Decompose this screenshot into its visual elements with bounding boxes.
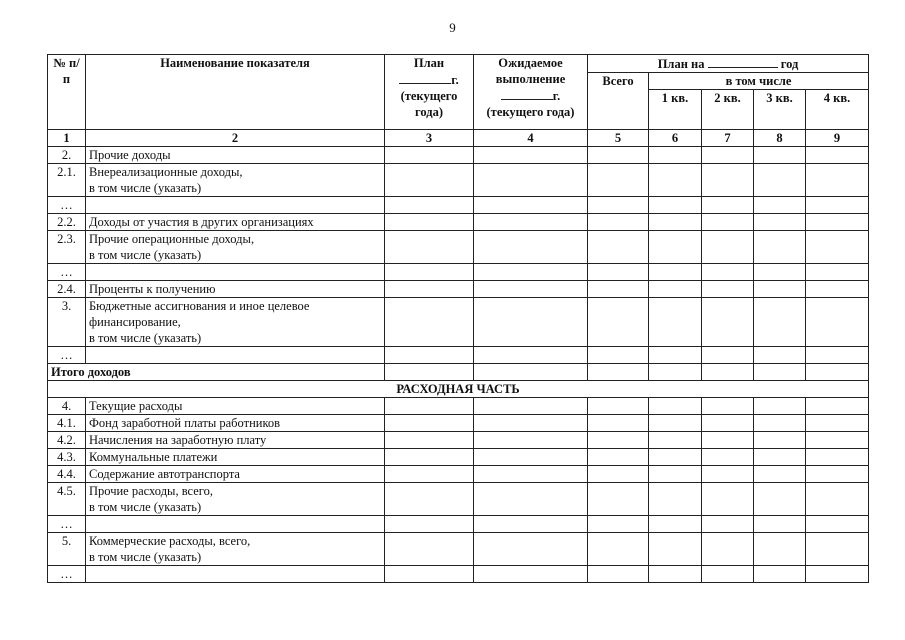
table-cell [702,281,754,298]
row-number: 2.4. [48,281,86,298]
row-number: … [48,516,86,533]
row-label-line: Прочие расходы, всего, [89,484,213,498]
table-cell [588,231,649,264]
row-label-line: Коммунальные платежи [89,450,218,464]
table-cell [588,197,649,214]
row-label-line: Коммерческие расходы, всего, [89,534,251,548]
table-cell [588,566,649,583]
column-number: 9 [806,130,869,147]
table-cell [588,449,649,466]
table-cell [474,533,588,566]
table-cell [474,566,588,583]
table-cell [588,147,649,164]
table-cell [649,214,702,231]
table-cell [385,164,474,197]
table-row [48,483,869,516]
table-cell [588,432,649,449]
page-number: 9 [449,20,456,35]
table-cell [754,298,806,347]
income-section [48,147,869,364]
row-label [86,432,385,449]
table-cell [649,281,702,298]
table-cell [806,264,869,281]
table-cell [649,398,702,415]
table-cell [385,398,474,415]
total-income-row [48,364,869,381]
row-label-line: Начисления на заработную плату [89,433,267,447]
row-label [86,415,385,432]
table-cell [754,466,806,483]
table-cell [806,164,869,197]
table-cell [806,364,869,381]
table-cell [649,231,702,264]
table-cell [806,516,869,533]
row-label-line: Проценты к получению [89,282,216,296]
table-cell [754,432,806,449]
expense-section [48,398,869,583]
header-expected: Ожидаемое выполнение г. (текущего года) [474,55,588,130]
table-row [48,347,869,364]
table-cell [474,164,588,197]
table-cell [385,214,474,231]
row-label [86,281,385,298]
table-cell [385,566,474,583]
table-cell [588,264,649,281]
table-cell [649,147,702,164]
table-cell [754,364,806,381]
table-row [48,449,869,466]
row-label-line: в том числе (указать) [89,500,202,514]
table-cell [474,281,588,298]
table-cell [702,364,754,381]
table-cell [702,347,754,364]
table-cell [588,214,649,231]
row-number: 4.4. [48,466,86,483]
row-label-line [89,516,381,532]
row-number: 5. [48,533,86,566]
table-cell [806,466,869,483]
table-row [48,197,869,214]
column-number: 3 [385,130,474,147]
table-cell [474,364,588,381]
table-cell [385,147,474,164]
header-name: Наименование показателя [86,55,385,130]
row-label-line: Содержание автотранспорта [89,467,240,481]
table-cell [588,398,649,415]
table-cell [474,298,588,347]
row-label [86,398,385,415]
table-cell [754,264,806,281]
table-row [48,264,869,281]
table-row [48,281,869,298]
table-cell [702,231,754,264]
table-cell [385,449,474,466]
table-row [48,164,869,197]
row-label-line: Текущие расходы [89,399,183,413]
table-cell [702,466,754,483]
table-cell [385,364,474,381]
table-cell [649,533,702,566]
table-cell [474,432,588,449]
row-label-line: Доходы от участия в других организациях [89,215,314,229]
table-cell [588,298,649,347]
row-number: 4.3. [48,449,86,466]
table-cell [702,264,754,281]
header-row-1 [48,55,869,73]
table-cell [806,231,869,264]
table-cell [806,415,869,432]
row-label-line: в том числе (указать) [89,550,202,564]
row-label-line [89,347,381,363]
row-number: … [48,347,86,364]
row-label [86,533,385,566]
row-label [86,516,385,533]
table-cell [754,347,806,364]
table-cell [385,231,474,264]
table-cell [806,197,869,214]
row-label-line: Бюджетные ассигнования и иное целевое [89,299,310,313]
header-q1: 1 кв. [649,90,702,130]
table-cell [649,364,702,381]
table-cell [588,533,649,566]
table-cell [649,483,702,516]
table-cell [385,516,474,533]
table-cell [806,298,869,347]
table-cell [702,147,754,164]
row-number: 2. [48,147,86,164]
table-cell [649,566,702,583]
table-cell [806,281,869,298]
table-cell [754,533,806,566]
table-row [48,231,869,264]
header-plan-for: План на год [588,55,869,73]
income-total-section [48,364,869,398]
row-label [86,347,385,364]
column-number: 6 [649,130,702,147]
table-cell [385,347,474,364]
table-cell [702,533,754,566]
row-number: 2.1. [48,164,86,197]
table-cell [474,197,588,214]
table-cell [385,415,474,432]
table-cell [754,231,806,264]
table-row [48,516,869,533]
table-cell [385,264,474,281]
table-cell [754,197,806,214]
row-label [86,483,385,516]
table-row [48,466,869,483]
row-label [86,298,385,347]
table-cell [754,281,806,298]
column-number: 4 [474,130,588,147]
header-q3: 3 кв. [754,90,806,130]
table-cell [754,566,806,583]
expense-section-title: РАСХОДНАЯ ЧАСТЬ [48,381,869,398]
column-number: 8 [754,130,806,147]
table-cell [385,281,474,298]
table-cell [806,533,869,566]
table-cell [474,415,588,432]
row-number: 4. [48,398,86,415]
table-cell [806,214,869,231]
table-cell [806,483,869,516]
table-cell [588,483,649,516]
table-cell [385,483,474,516]
row-number: … [48,197,86,214]
table-cell [806,347,869,364]
table-cell [649,164,702,197]
row-number: 4.2. [48,432,86,449]
row-label-line: в том числе (указать) [89,248,202,262]
table-cell [588,281,649,298]
table-cell [474,449,588,466]
table-cell [702,214,754,231]
row-label [86,264,385,281]
column-number: 7 [702,130,754,147]
table-cell [649,347,702,364]
row-label-line: финансирование, [89,315,181,329]
row-label-line: Внереализационные доходы, [89,165,243,179]
table-cell [702,298,754,347]
row-label-line [89,264,381,280]
table-cell [588,164,649,197]
row-label [86,566,385,583]
table-cell [474,483,588,516]
table-cell [754,164,806,197]
row-label [86,449,385,466]
row-number: 3. [48,298,86,347]
table-row [48,533,869,566]
column-number: 2 [86,130,385,147]
table-row [48,415,869,432]
table-cell [806,432,869,449]
table-cell [649,298,702,347]
table-row [48,298,869,347]
table-cell [754,147,806,164]
row-label-line [89,197,381,213]
header-q4: 4 кв. [806,90,869,130]
row-label [86,214,385,231]
table-cell [702,197,754,214]
table-cell [806,566,869,583]
table-cell [385,533,474,566]
row-label-line: Прочие операционные доходы, [89,232,255,246]
row-label-line: Прочие доходы [89,148,171,162]
table-cell [385,298,474,347]
header-q2: 2 кв. [702,90,754,130]
table-cell [649,415,702,432]
row-label [86,164,385,197]
table-row [48,566,869,583]
row-label [86,197,385,214]
table-cell [754,483,806,516]
table-cell [702,432,754,449]
table-row [48,147,869,164]
header-plan: План г. (текущего года) [385,55,474,130]
table-cell [702,483,754,516]
table-cell [649,264,702,281]
table-row [48,398,869,415]
row-number: 4.1. [48,415,86,432]
table-cell [754,398,806,415]
table-cell [649,197,702,214]
table-cell [649,516,702,533]
table-cell [474,214,588,231]
row-number: 2.2. [48,214,86,231]
table-cell [702,449,754,466]
expense-section-header-row [48,381,869,398]
table-cell [588,466,649,483]
row-label-line: Фонд заработной платы работников [89,416,281,430]
table-cell [474,516,588,533]
table-cell [702,398,754,415]
table-row [48,214,869,231]
row-label-line: в том числе (указать) [89,331,202,345]
table-cell [649,432,702,449]
header-num: № п/п [48,55,86,130]
table-cell [474,264,588,281]
row-label [86,147,385,164]
table-cell [474,147,588,164]
table-cell [588,516,649,533]
header-including: в том числе [649,73,869,90]
table-cell [754,214,806,231]
table-cell [649,449,702,466]
table-cell [474,398,588,415]
table-cell [702,164,754,197]
column-number: 1 [48,130,86,147]
row-number: … [48,264,86,281]
table-cell [588,415,649,432]
table-cell [474,231,588,264]
table-cell [754,449,806,466]
table-cell [588,364,649,381]
table-cell [806,398,869,415]
column-number: 5 [588,130,649,147]
table-cell [649,466,702,483]
table-cell [588,347,649,364]
table-cell [474,347,588,364]
table-row [48,432,869,449]
financial-plan-table [47,54,869,583]
table-cell [385,466,474,483]
row-number: 2.3. [48,231,86,264]
table-cell [702,516,754,533]
table-cell [474,466,588,483]
row-number: … [48,566,86,583]
total-income-label: Итого доходов [48,364,385,381]
table-cell [702,566,754,583]
table-cell [385,432,474,449]
header-total: Всего [588,73,649,130]
table-cell [754,415,806,432]
table-cell [702,415,754,432]
table-cell [385,197,474,214]
row-label-line: в том числе (указать) [89,181,202,195]
row-label-line [89,566,381,582]
column-numbers-row [48,130,869,147]
row-number: 4.5. [48,483,86,516]
table-cell [754,516,806,533]
table-cell [806,449,869,466]
table-cell [806,147,869,164]
row-label [86,466,385,483]
row-label [86,231,385,264]
